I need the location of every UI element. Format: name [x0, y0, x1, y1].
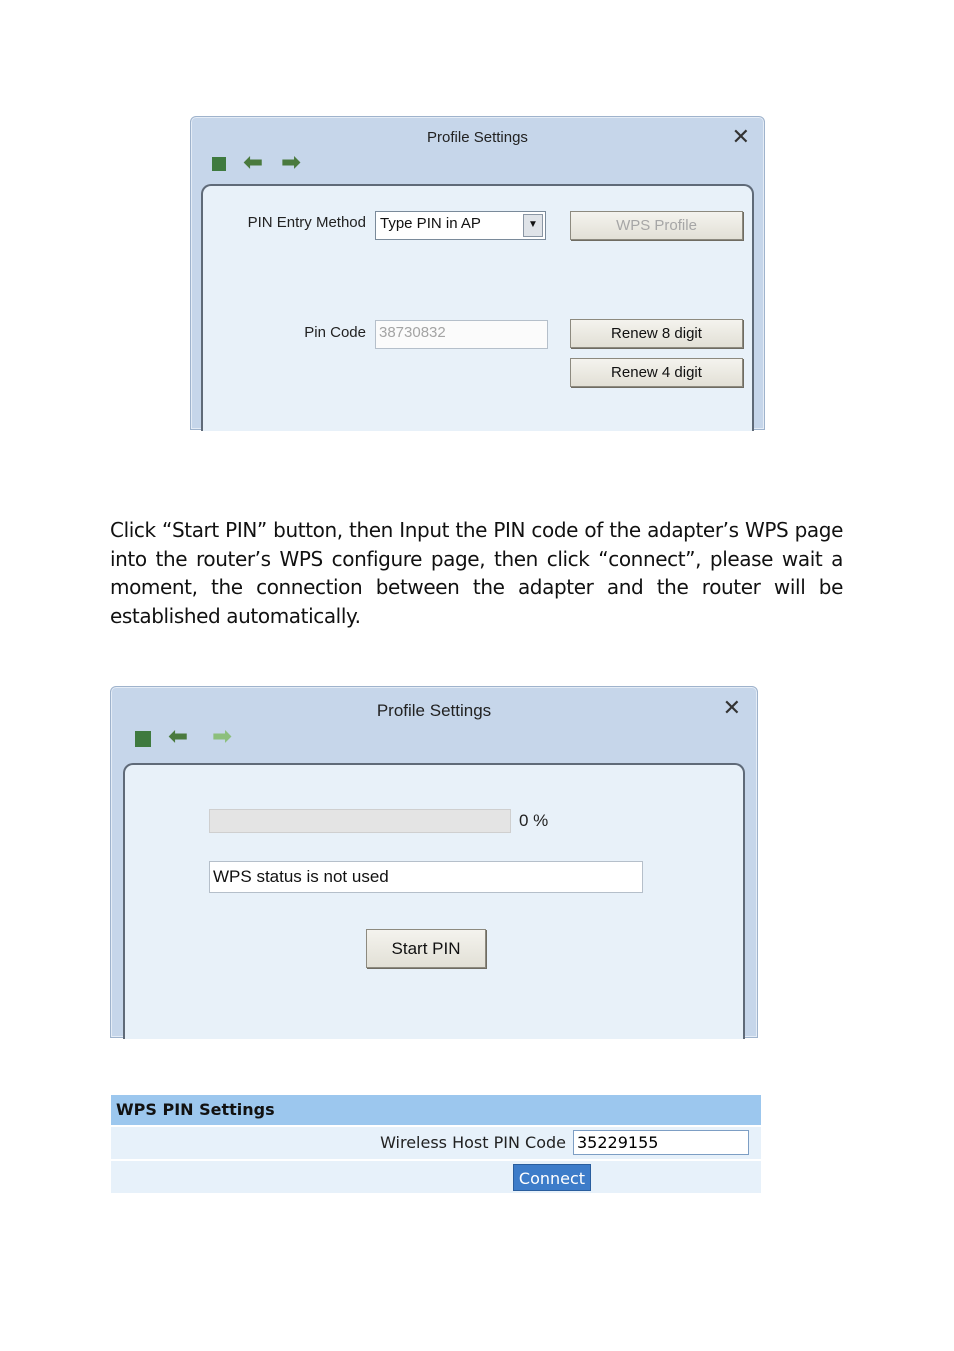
pin-code-field[interactable]: 38730832 [375, 320, 548, 349]
back-arrow-icon[interactable]: ⬅ [168, 722, 189, 750]
stop-icon[interactable] [135, 731, 151, 747]
settings-panel [201, 184, 754, 431]
stop-icon[interactable] [212, 157, 226, 171]
forward-arrow-icon[interactable]: ➡ [281, 148, 302, 176]
wps-pin-settings-header: WPS PIN Settings [111, 1095, 761, 1125]
host-pin-row [111, 1125, 761, 1159]
profile-settings-dialog-start-pin [110, 686, 758, 1038]
forward-arrow-icon: ➡ [212, 722, 233, 750]
wps-panel [123, 763, 745, 1039]
pin-entry-method-value: Type PIN in AP [380, 215, 481, 232]
renew-8-digit-button[interactable]: Renew 8 digit [570, 319, 743, 348]
connect-button[interactable]: Connect [513, 1164, 591, 1191]
wps-status-field: WPS status is not used [209, 861, 643, 893]
progress-percent-label: 0 % [519, 811, 549, 830]
wps-profile-button[interactable]: WPS Profile [570, 211, 743, 240]
chevron-down-icon[interactable]: ▼ [523, 214, 543, 237]
profile-settings-dialog-pin-entry [190, 116, 765, 430]
instructions-paragraph: Click “Start PIN” button, then Input the PIN code of the adapter’s WPS page into the router’s WPS configure page, then click “connect”, please wait a moment, the connection between the adapter and the router will be established automatically. [110, 518, 843, 628]
pin-entry-method-select[interactable] [375, 211, 546, 240]
wps-progress-bar [209, 809, 511, 833]
renew-4-digit-button[interactable]: Renew 4 digit [570, 358, 743, 387]
back-arrow-icon[interactable]: ⬅ [243, 148, 264, 176]
pin-code-label: Pin Code [304, 324, 366, 341]
close-icon[interactable]: ✕ [731, 125, 750, 150]
dialog-title: Profile Settings [427, 129, 528, 146]
wps-pin-settings-table [111, 1095, 761, 1193]
close-icon[interactable]: ✕ [722, 696, 741, 721]
pin-entry-method-label: PIN Entry Method [247, 214, 366, 231]
host-pin-input[interactable]: 35229155 [573, 1130, 749, 1155]
dialog-title: Profile Settings [376, 701, 492, 720]
start-pin-button[interactable]: Start PIN [366, 929, 486, 968]
host-pin-label: Wireless Host PIN Code [380, 1133, 566, 1152]
connect-row [111, 1159, 761, 1193]
